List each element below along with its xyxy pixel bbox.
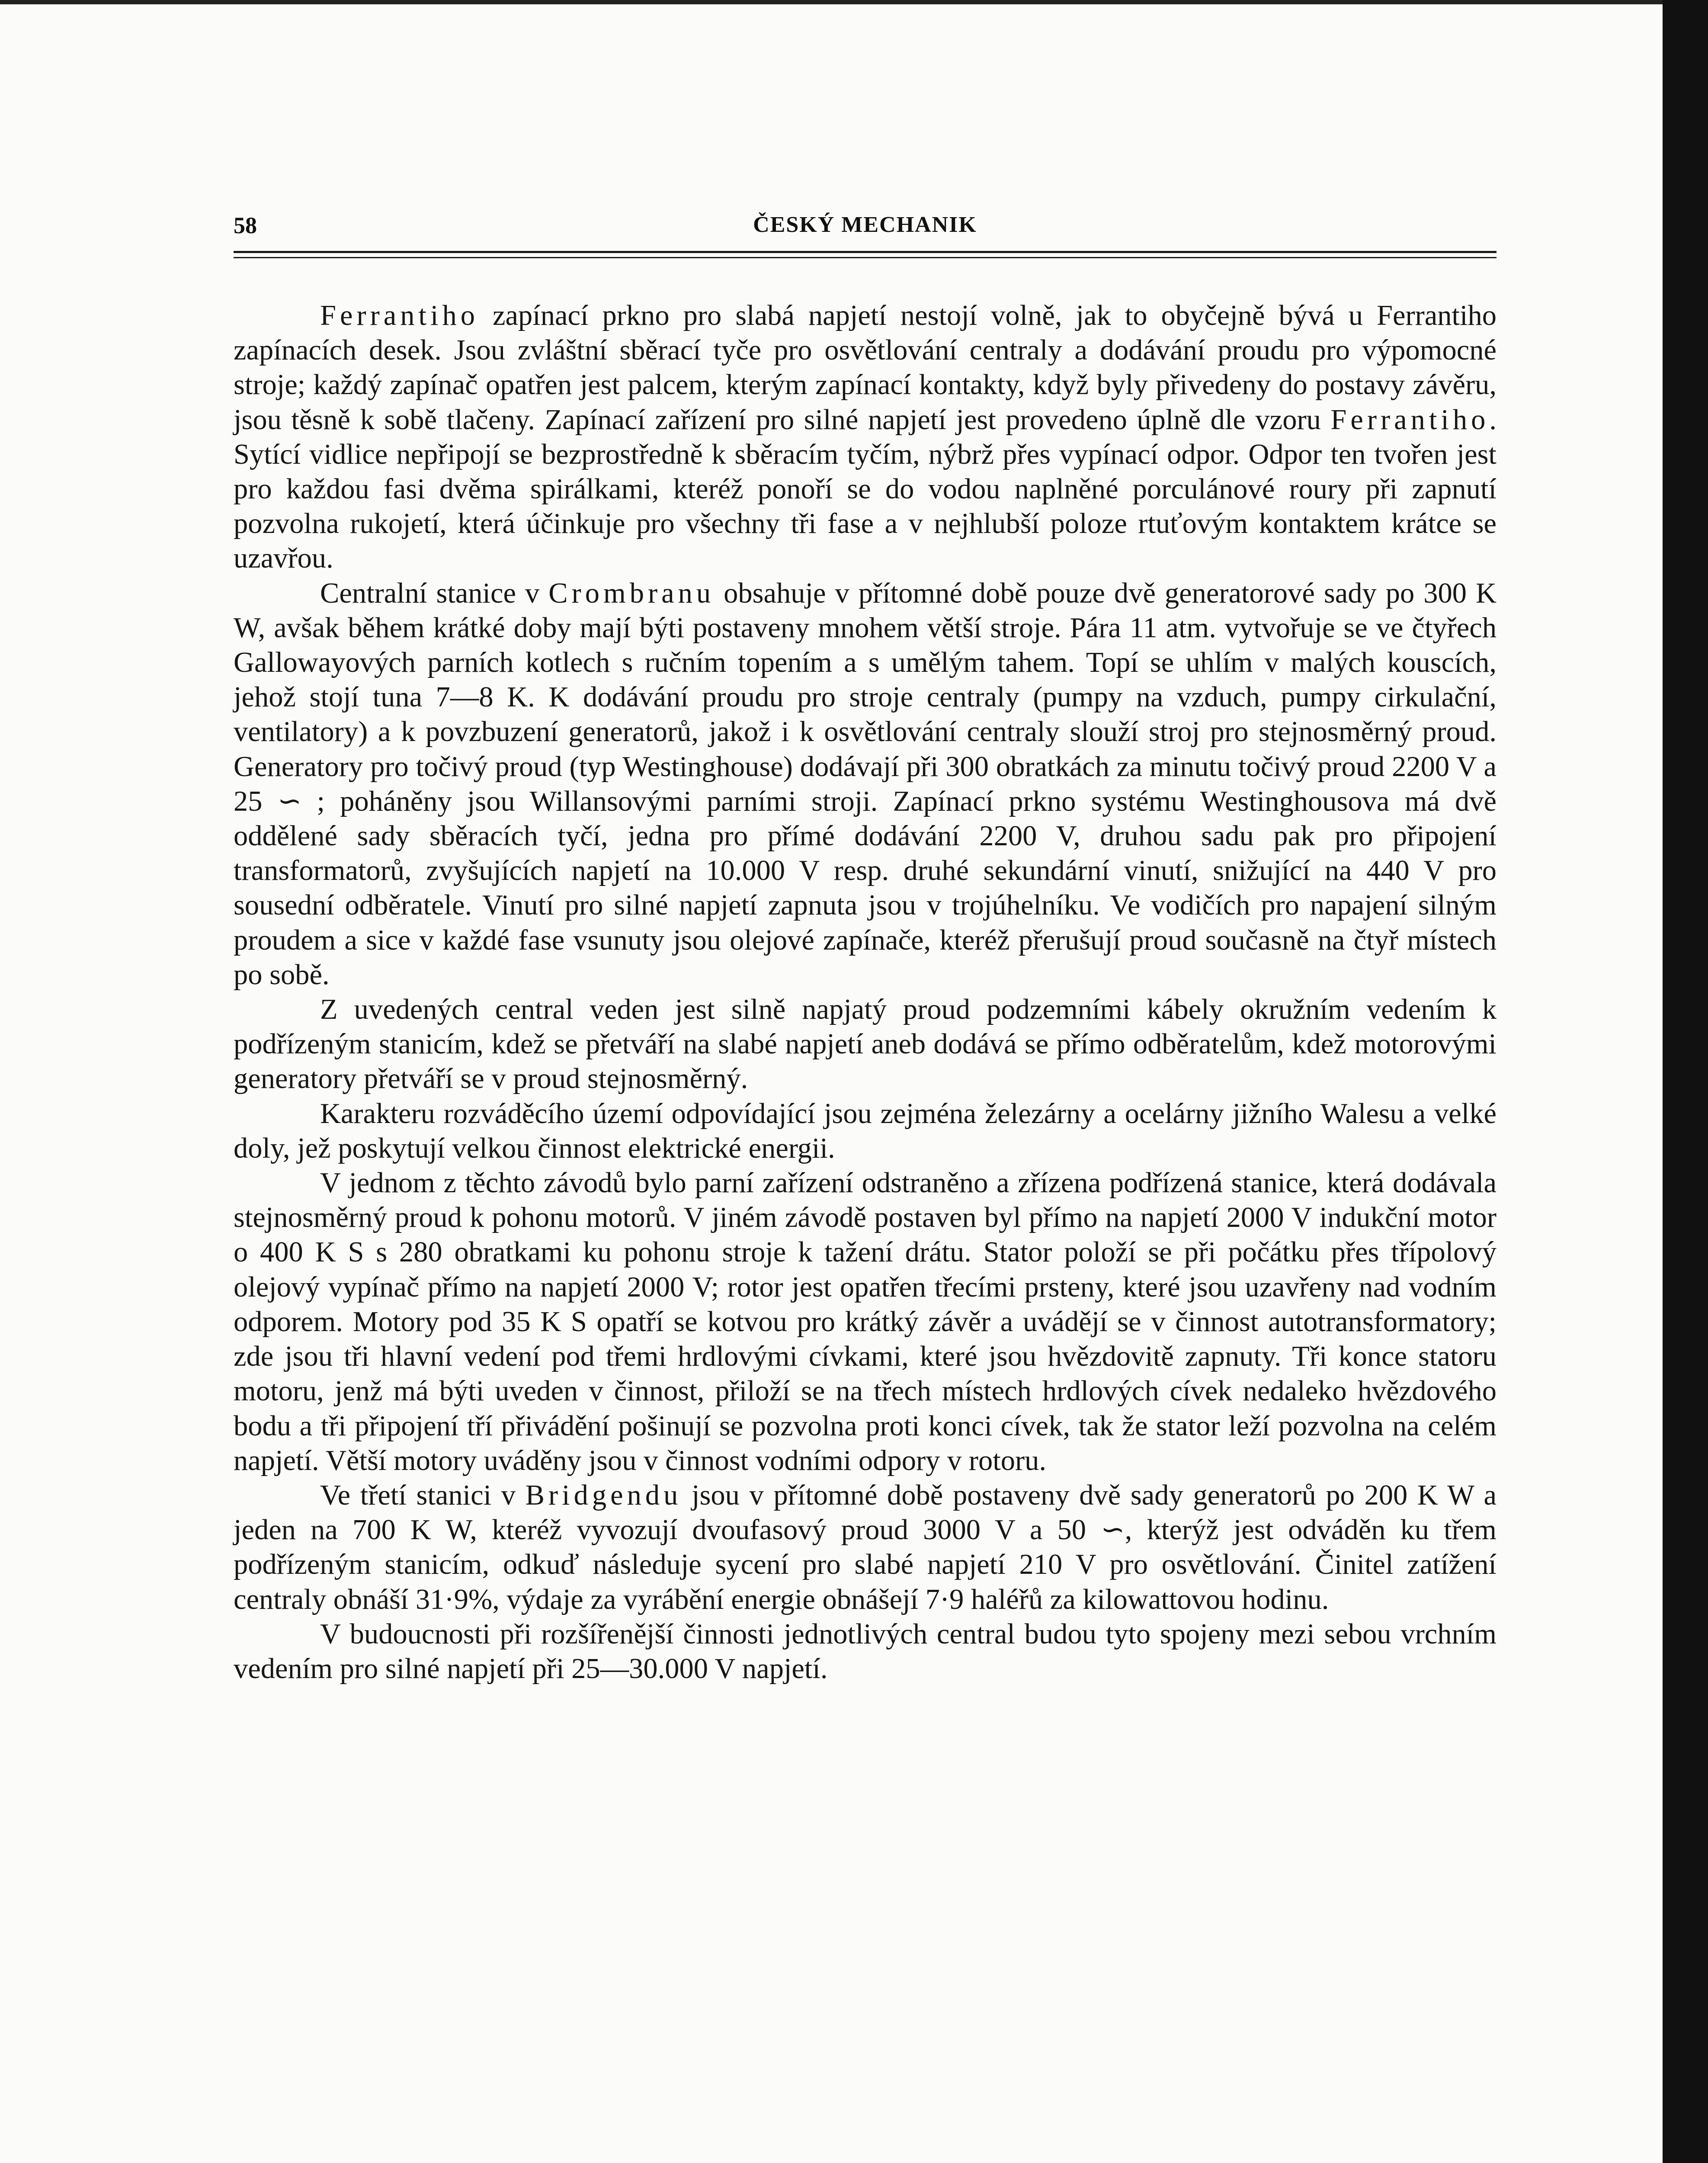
journal-title: ČESKÝ MECHANIK: [753, 212, 977, 237]
paragraph-text: zapínací prkno pro slabá napjetí nestojí volně, jak to obyčejně bývá u Ferrantiho zapínacích desek. Jsou zvláštní sběrací tyče pro osvětlování centraly a dodávání proudu pro výpomocné stroje; každý zapínač opatřen jest palcem, kterým zapínací kontakty, když byly přivedeny do postavy závěru, jsou těsně k sobě tlačeny. Zapínací zařízení pro silné napjetí jest provedeno úplně dle vzoru: [234, 300, 1497, 436]
scan-border-right: [1663, 0, 1708, 2163]
paragraph-2: [234, 576, 1497, 992]
paragraph-text: jsou v přítomné době postaveny dvě sady generatorů po 200 K W a jeden na 700 K W, kteréž vyvozují dvoufasový proud 3000 V a 50 ∽, kterýž jest odváděn ku třem podřízeným stanicím, odkuď následuje sycení pro slabé napjetí 210 V pro osvětlování. Činitel zatížení centraly obnáší 31·9%, výdaje za vyrábění energie obnášejí 7·9 haléřů za kilowattovou hodinu.: [234, 1479, 1497, 1615]
scan-border-top: [0, 0, 1708, 4]
paragraph-text: Centralní stanice v: [320, 577, 549, 609]
paragraph-4: Karakteru rozváděcího území odpovídající jsou zejména železárny a ocelárny jižního Walesu a velké doly, jež poskytují velkou činnost elektrické energii.: [234, 1098, 1497, 1164]
article-body: [234, 298, 1497, 1686]
paragraph-7: V budoucnosti při rozšířenější činnosti jednotlivých central budou tyto spojeny mezi sebou vrchním vedením pro silné napjetí při 25—30.000 V napjetí.: [234, 1618, 1497, 1685]
spaced-name: Crombranu: [548, 577, 715, 609]
paragraph-text: Ve třetí stanici v: [320, 1479, 526, 1511]
spaced-name: Ferrantiho: [1330, 404, 1490, 436]
running-head: [234, 212, 1497, 242]
paragraph-6: [234, 1478, 1497, 1617]
paragraph-3: Z uvedených central veden jest silně napjatý proud podzemními kábely okružním vedením k podřízeným stanicím, kdež se přetváří na slabé napjetí aneb dodává se přímo odběratelům, kdež motorovými generatory přetváří se v proud stejnosměrný.: [234, 994, 1497, 1095]
page-number: 58: [234, 212, 257, 238]
spaced-name: Ferrantiho: [320, 300, 479, 331]
paragraph-text: obsahuje v přítomné době pouze dvě generatorové sady po 300 K W, avšak během krátké doby mají býti postaveny mnohem větší stroje. Pára 11 atm. vytvořuje se ve čtyřech Gallowayových parních kotlech s ručním topením a s umělým tahem. Topí se uhlím v malých kouscích, jehož stojí tuna 7—8 K. K dodávání proudu pro stroje centraly (pumpy na vzduch, pumpy cirkulační, ventilatory) a k povzbuzení generatorů, jakož i k osvětlování centraly slouží stroj pro stejnosměrný proud. Generatory pro točivý proud (typ Westinghouse) dodávají při 300 obratkách za minutu točivý proud 2200 V a 25 ∽ ; poháněny jsou Willansovými parními stroji. Zapínací prkno systému Westinghousova má dvě oddělené sady sběracích tyčí, jedna pro přímé dodávání 2200 V, druhou sadu pak pro připojení transformatorů, zvyšujících napjetí na 10.000 V resp. druhé sekundární vinutí, snižující na 440 V pro sousední odběratele. Vinutí pro silné napjetí zapnuta jsou v trojúhelníku. Ve vodičích pro napajení silným proudem a sice v každé fase vsunuty jsou olejové zapínače, kteréž přerušují proud současně na čtyř místech po sobě.: [234, 577, 1497, 991]
spaced-name: Bridgendu: [525, 1479, 682, 1511]
paragraph-5: V jednom z těchto závodů bylo parní zařízení odstraněno a zřízena podřízená stanice, která dodávala stejnosměrný proud k pohonu motorů. V jiném závodě postaven byl přímo na napjetí 2000 V indukční motor o 400 K S s 280 obratkami ku pohonu stroje k tažení drátu. Stator položí se při počátku přes třípolový olejový vypínač přímo na napjetí 2000 V; rotor jest opatřen třecími prsteny, které jsou uzavřeny nad vodním odporem. Motory pod 35 K S opatří se kotvou pro krátký závěr a uvádějí se v činnost autotransformatory; zde jsou tři hlavní vedení pod třemi hrdlovými cívkami, které jsou hvězdovitě zapnuty. Tři konce statoru motoru, jenž má býti uveden v činnost, přiloží se na třech místech hrdlových cívek nedaleko hvězdového bodu a tři připojení tří přivádění pošinují se pozvolna proti konci cívek, tak že stator leží pozvolna na celém napjetí. Větší motory uváděny jsou v činnost vodními odpory v rotoru.: [234, 1167, 1497, 1476]
header-rule-bottom: [234, 257, 1497, 258]
header-rule-top: [234, 251, 1497, 253]
paragraph-text: . Sytící vidlice nepřipojí se bezprostředně k sběracím tyčím, nýbrž přes vypínací odpor. Odpor ten tvořen jest pro každou fasi dvěma spirálkami, kteréž ponoří se do vodou naplněné porculánové roury při zapnutí pozvolna rukojetí, která účinkuje pro všechny tři fase a v nejhlubší poloze rtuťovým kontaktem krátce se uzavřou.: [234, 404, 1497, 574]
paragraph-1: [234, 298, 1497, 576]
